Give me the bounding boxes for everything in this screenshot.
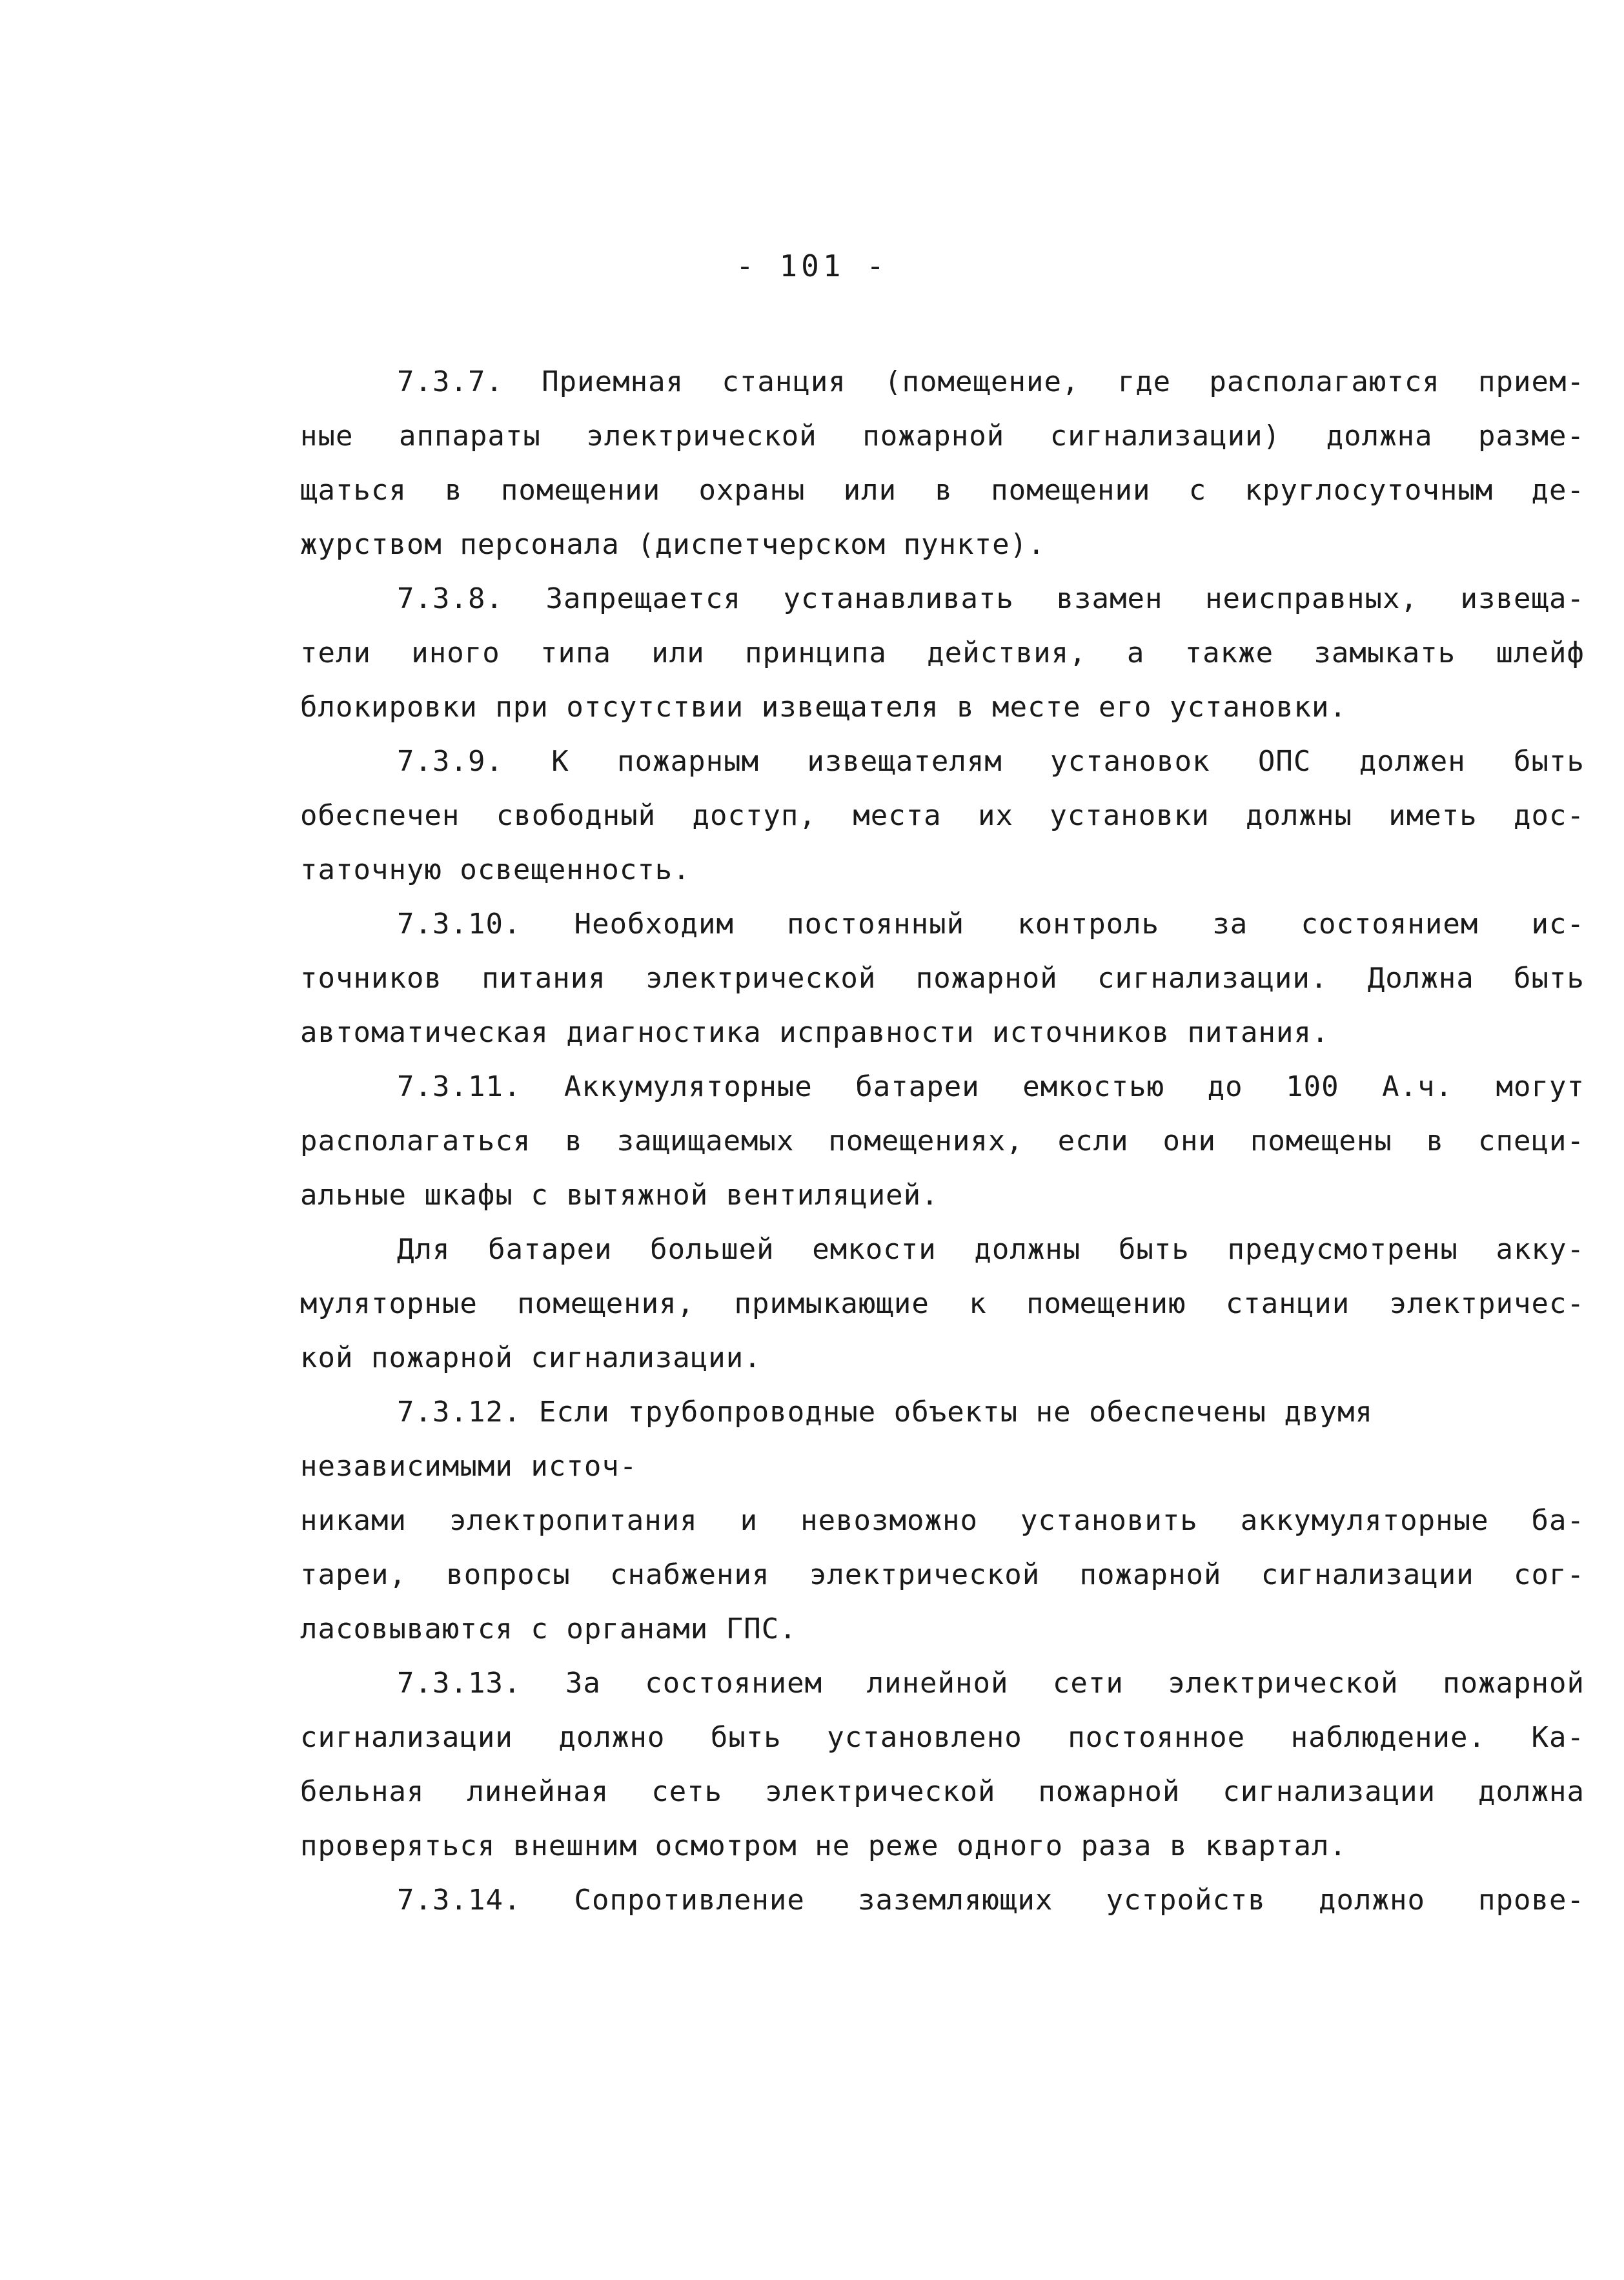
text-line: 7.3.12. Если трубопроводные объекты не обеспечены двумя xyxy=(397,1396,1373,1429)
text-line: независимыми источ- xyxy=(300,1450,638,1483)
text-line: кой пожарной сигнализации. xyxy=(300,1341,762,1374)
text-line: тареи, вопросы снабжения электрической пожарной сигнализации сог- xyxy=(300,1558,1585,1591)
text-line: обеспечен свободный доступ, места их установки должны иметь дос- xyxy=(300,799,1585,832)
text-line: блокировки при отсутствии извещателя в месте его установки. xyxy=(300,691,1347,724)
text-line: 7.3.8. Запрещается устанавливать взамен неисправных, извеща- xyxy=(397,582,1585,615)
text-line: журством персонала (диспетчерском пункте). xyxy=(300,528,1046,561)
text-line: 7.3.14. Сопротивление заземляющих устройств должно прове- xyxy=(397,1884,1585,1917)
text-line: 7.3.11. Аккумуляторные батареи емкостью до 100 А.ч. могут xyxy=(397,1070,1585,1103)
text-line: точников питания электрической пожарной сигнализации. Должна быть xyxy=(300,962,1585,995)
text-line: 7.3.13. За состоянием линейной сети электрической пожарной xyxy=(397,1667,1585,1700)
text-line: 7.3.9. К пожарным извещателям установок ОПС должен быть xyxy=(397,745,1585,778)
text-line: 7.3.10. Необходим постоянный контроль за состоянием ис- xyxy=(397,908,1585,941)
text-line: располагаться в защищаемых помещениях, если они помещены в специ- xyxy=(300,1125,1585,1157)
text-line: таточную освещенность. xyxy=(300,853,691,886)
text-line: автоматическая диагностика исправности источников питания. xyxy=(300,1016,1330,1049)
text-line: тели иного типа или принципа действия, а также замыкать шлейф xyxy=(300,636,1585,669)
text-line: 7.3.7. Приемная станция (помещение, где располагаются прием- xyxy=(397,365,1585,398)
text-line: Для батареи большей емкости должны быть предусмотрены акку- xyxy=(397,1233,1585,1266)
text-line: муляторные помещения, примыкающие к помещению станции электричес- xyxy=(300,1287,1585,1320)
text-line: бельная линейная сеть электрической пожарной сигнализации должна xyxy=(300,1775,1585,1808)
text-line: ласовываются с органами ГПС. xyxy=(300,1613,797,1645)
text-line: никами электропитания и невозможно установить аккумуляторные ба- xyxy=(300,1504,1585,1537)
text-line: щаться в помещении охраны или в помещении с круглосуточным де- xyxy=(300,474,1585,507)
body-text xyxy=(300,355,1585,1928)
page-number: - 101 - xyxy=(736,249,888,283)
text-line: сигнализации должно быть установлено постоянное наблюдение. Ка- xyxy=(300,1721,1585,1754)
text-line: проверяться внешним осмотром не реже одного раза в квартал. xyxy=(300,1829,1347,1862)
text-line: ные аппараты электрической пожарной сигнализации) должна разме- xyxy=(300,420,1585,453)
text-line: альные шкафы с вытяжной вентиляцией. xyxy=(300,1179,939,1212)
